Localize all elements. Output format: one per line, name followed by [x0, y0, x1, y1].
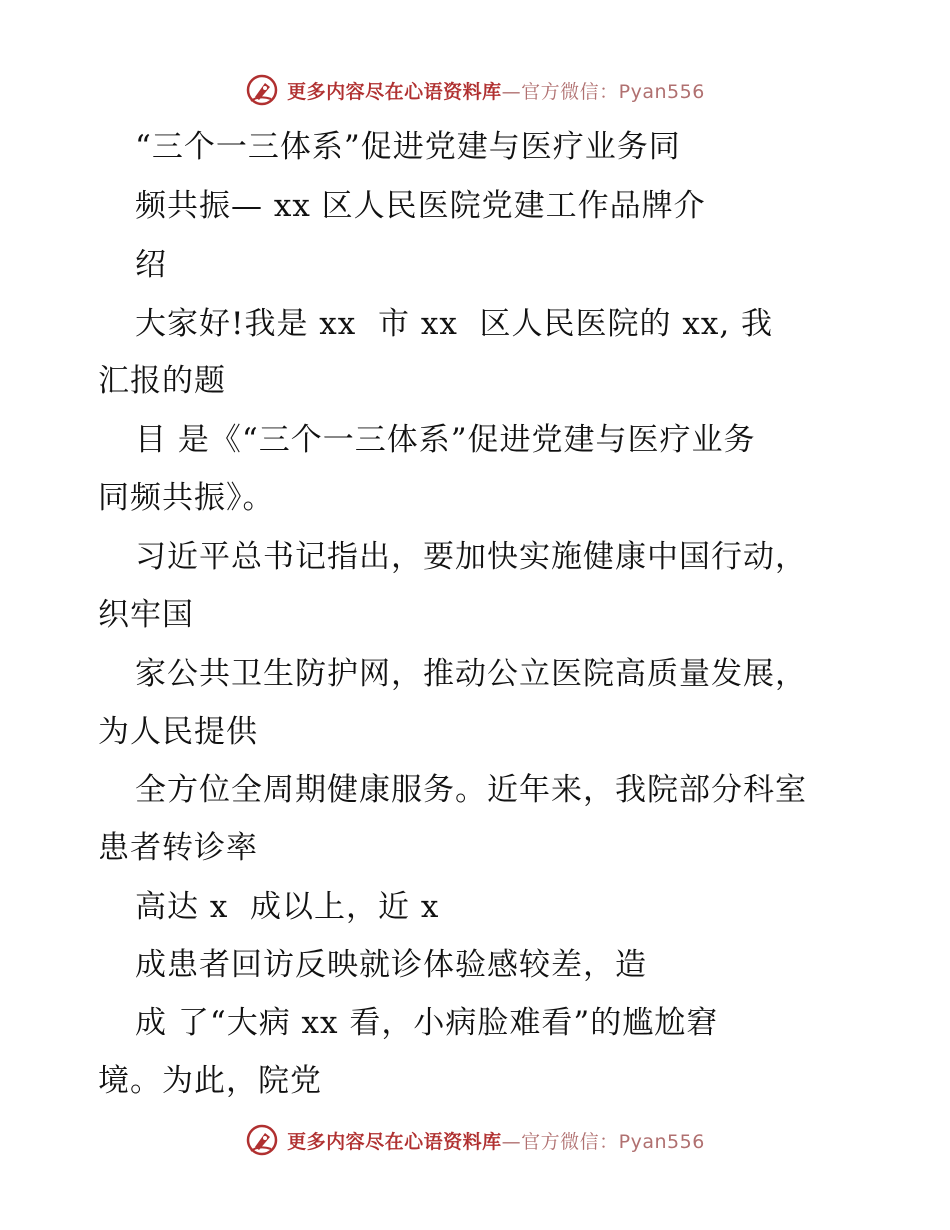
text-line: 全方位全周期健康服务。近年来，我院部分科室 — [135, 772, 807, 808]
banner-prefix: 更多内容尽在心语资料库 — [287, 80, 502, 103]
header-banner — [0, 70, 950, 110]
text-line: 成 了“大病 xx 看，小病脸难看”的尴尬窘 — [135, 1005, 719, 1041]
banner-suffix: —官方微信：Pyan556 — [501, 1130, 705, 1153]
banner-suffix: —官方微信：Pyan556 — [501, 80, 705, 103]
text-line: 织牢国 — [98, 597, 194, 633]
text-line: 成患者回访反映就诊体验感较差，造 — [135, 947, 647, 983]
text-line: 汇报的题 — [98, 363, 226, 399]
text-line: 习近平总书记指出，要加快实施健康中国行动， — [135, 539, 807, 575]
banner-text — [287, 77, 705, 104]
text-line: 为人民提供 — [98, 714, 258, 750]
text-line: 目 是《“三个一三体系”促进党建与医疗业务 — [135, 422, 756, 458]
text-line: 大家好!我是 xx 市 xx 区人民医院的 xx, 我 — [135, 306, 774, 342]
text-line: 同频共振》。 — [98, 480, 275, 516]
text-line: 患者转诊率 — [98, 830, 258, 866]
title-line-3: 绍 — [135, 247, 167, 283]
banner-text — [287, 1127, 705, 1154]
pen-nib-logo-icon — [245, 1123, 279, 1157]
text-line: 家公共卫生防护网，推动公立医院高质量发展， — [135, 656, 807, 692]
text-line: 境。为此，院党 — [98, 1063, 322, 1099]
footer-banner — [0, 1120, 950, 1160]
title-line-2: 频共振— xx 区人民医院党建工作品牌介 — [135, 188, 706, 224]
pen-nib-logo-icon — [245, 73, 279, 107]
banner-prefix: 更多内容尽在心语资料库 — [287, 1130, 502, 1153]
title-line-1: “三个一三体系”促进党建与医疗业务同 — [135, 129, 681, 165]
text-line: 高达 x 成以上，近 x — [135, 889, 440, 925]
